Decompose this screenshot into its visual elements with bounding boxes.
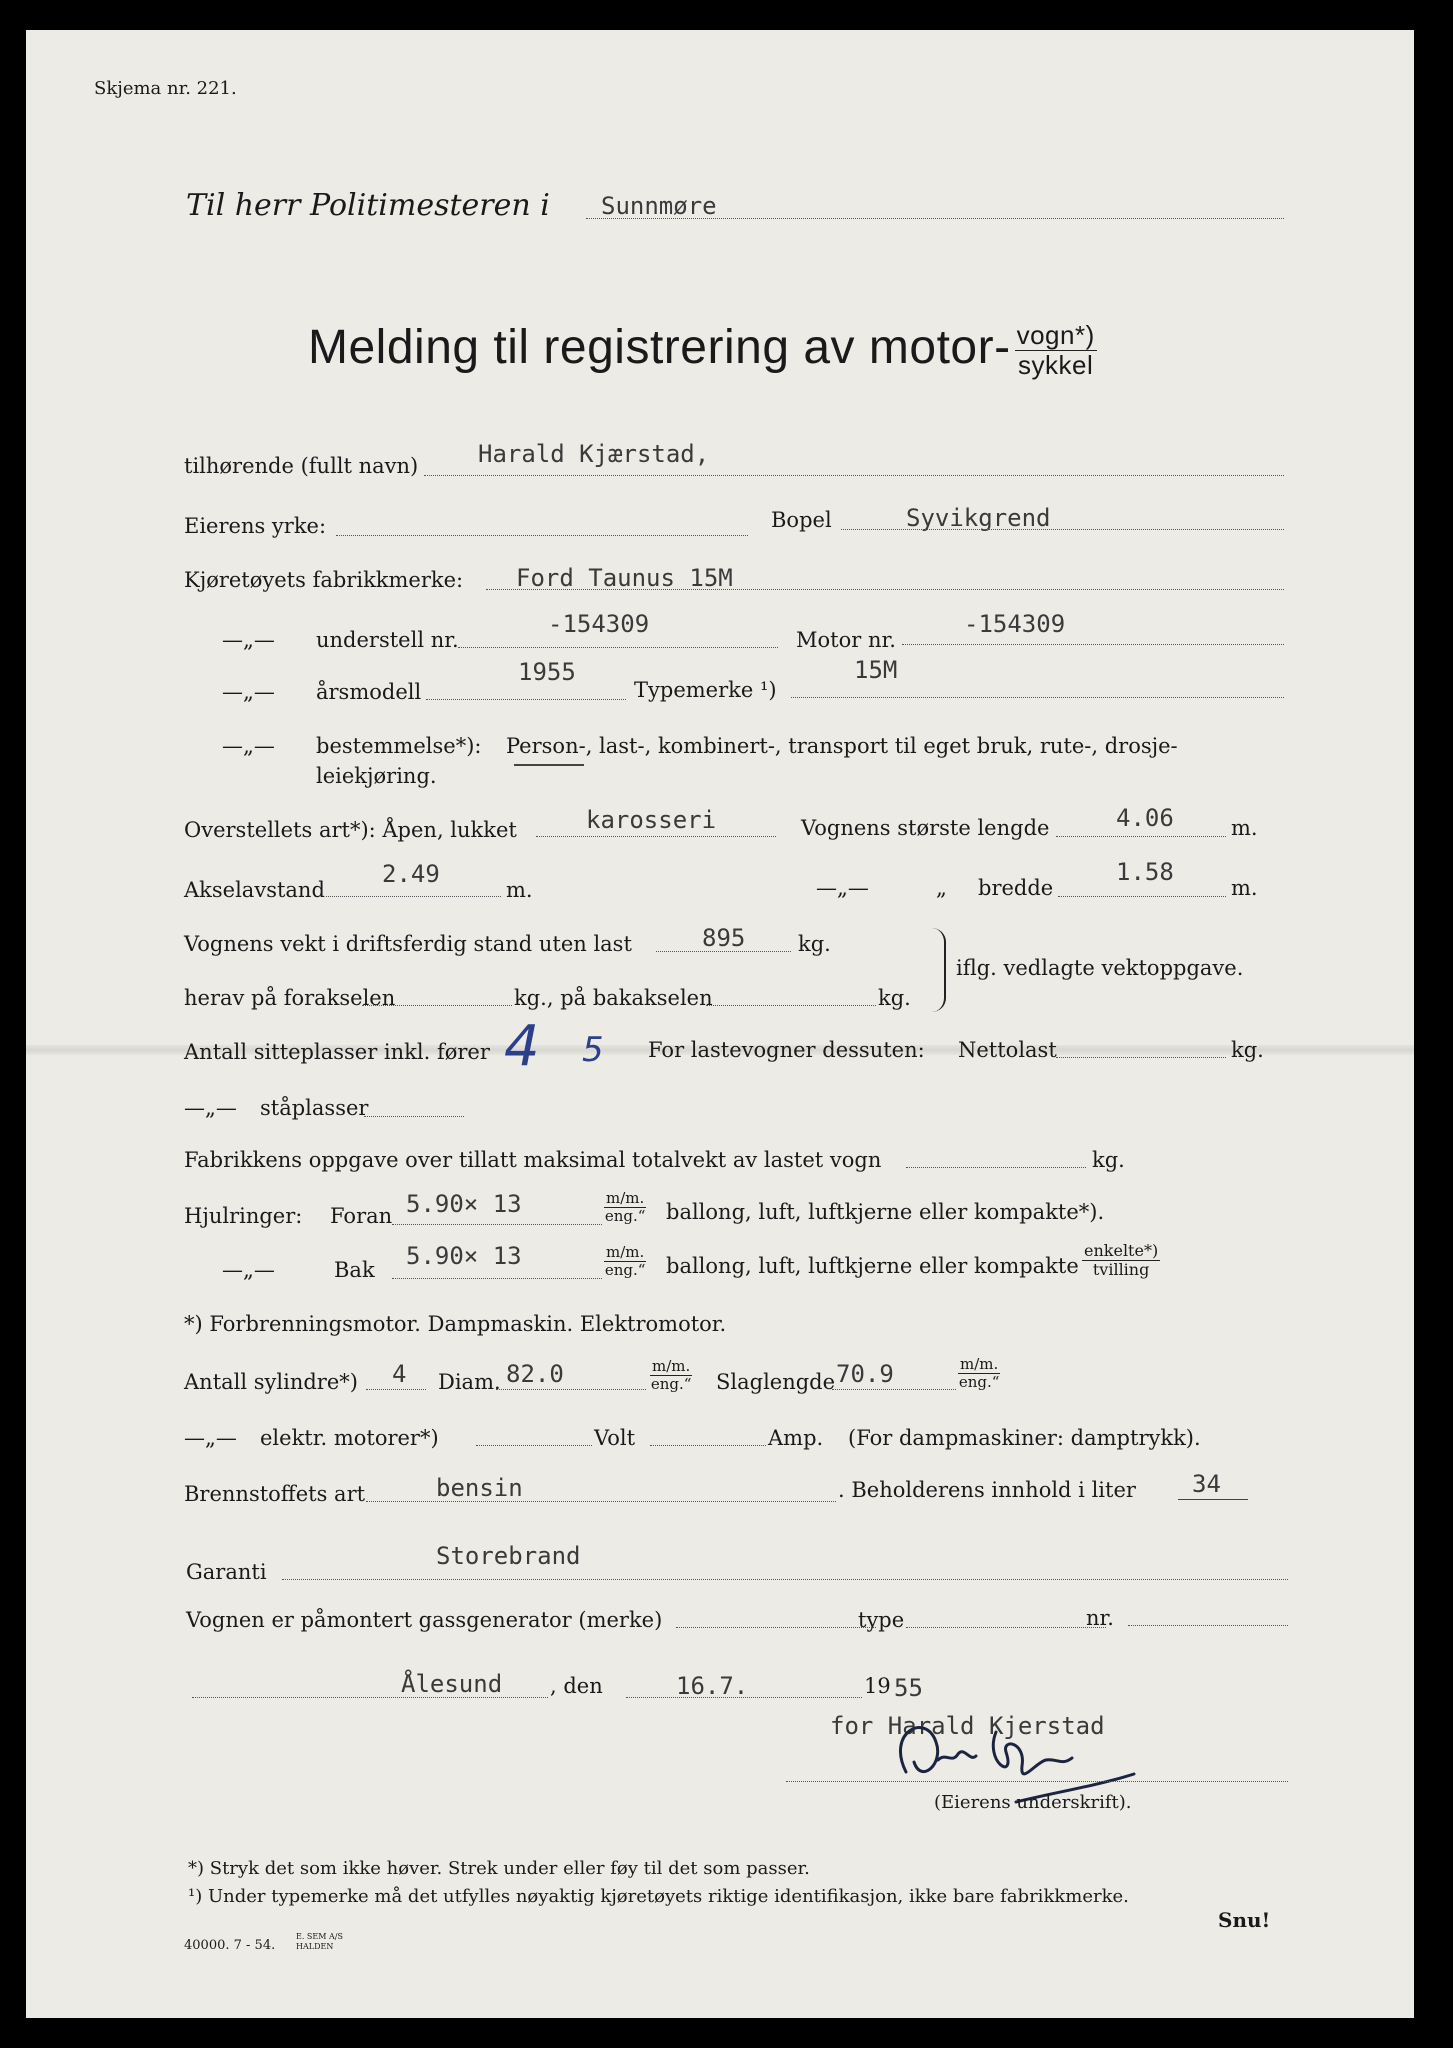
year-suffix: 55 — [894, 1674, 923, 1702]
tires-front-unit-eng: eng.“ — [604, 1206, 646, 1225]
weight-label: Vognens vekt i driftsferdig stand uten last — [184, 932, 632, 956]
schema-number: Skjema nr. 221. — [94, 78, 237, 99]
on-behalf-of: for Harald Kjerstad — [830, 1712, 1105, 1740]
bore-unit-mm: m/m. — [652, 1357, 691, 1375]
wheelbase-value: 2.49 — [382, 860, 440, 888]
max-weight-label: Fabrikkens oppgave over tillatt maksimal totalvekt av lastet vogn — [184, 1148, 882, 1172]
warranty-line — [282, 1579, 1288, 1580]
tires-front-line — [392, 1224, 602, 1225]
warranty-label: Garanti — [186, 1560, 267, 1584]
title-text: Melding til registrering av motor- — [308, 321, 1011, 374]
purpose-label: bestemmelse*): — [316, 734, 482, 758]
chassis-ditto: —„— — [222, 628, 275, 652]
fuel-value: bensin — [436, 1474, 523, 1502]
bore-unit-eng: eng.“ — [650, 1374, 692, 1393]
max-weight-unit: kg. — [1092, 1148, 1125, 1172]
max-weight-line — [906, 1167, 1086, 1168]
tires-front-label: Foran — [330, 1204, 393, 1228]
amp-label: Amp. — [768, 1426, 824, 1450]
tires-front-units — [604, 1190, 646, 1224]
cylinders-value: 4 — [392, 1360, 407, 1388]
standing-label: ståplasser — [260, 1096, 369, 1120]
tires-rear-label: Bak — [334, 1258, 375, 1282]
tank-line — [1178, 1499, 1248, 1500]
single-label: enkelte*) — [1084, 1241, 1159, 1260]
gas-type-label: type — [858, 1608, 905, 1632]
purpose-options: Person-, last-, kombinert-, transport til eget bruk, rute-, drosje- — [506, 734, 1178, 758]
body-label: Overstellets art*): Åpen, lukket — [184, 818, 517, 842]
form-title — [308, 320, 1097, 379]
electric-ditto: —„— — [184, 1426, 237, 1450]
fuel-line — [366, 1501, 836, 1502]
occupation-label: Eierens yrke: — [184, 514, 327, 538]
residence-value: Syvikgrend — [906, 504, 1051, 532]
seats-value: 4 — [504, 1014, 540, 1079]
rear-axle-unit: kg. — [878, 986, 911, 1010]
tires-rear-line — [392, 1278, 602, 1279]
turn-over: Snu! — [1218, 1908, 1271, 1932]
width-unit: m. — [1231, 876, 1258, 900]
purpose-ditto: —„— — [222, 734, 275, 758]
motor-value: -154309 — [964, 610, 1066, 638]
front-axle-label: herav på forakselen — [184, 986, 396, 1010]
recipient-line — [586, 218, 1284, 219]
footnote-1: *) Stryk det som ikke høver. Strek under eller føy til det som passer. — [188, 1858, 810, 1879]
motor-line — [902, 644, 1284, 645]
type-label: Typemerke ¹) — [634, 678, 777, 702]
tires-label: Hjulringer: — [184, 1204, 303, 1228]
bore-line — [496, 1389, 646, 1390]
tank-value: 34 — [1192, 1470, 1221, 1498]
make-label: Kjøretøyets fabrikkmerke: — [184, 568, 464, 592]
year-label: årsmodell — [316, 680, 422, 704]
length-value: 4.06 — [1116, 804, 1174, 832]
year-prefix: 19 — [864, 1674, 891, 1698]
twin-label: tvilling — [1092, 1259, 1150, 1279]
gas-nr-label: nr. — [1086, 1606, 1114, 1630]
place-value: Ålesund — [401, 1670, 503, 1698]
owner-name-label: tilhørende (fullt navn) — [184, 454, 419, 478]
electric-label: elektr. motorer*) — [260, 1426, 439, 1450]
length-line — [1056, 836, 1226, 837]
date-line — [626, 1697, 862, 1698]
seats-label: Antall sitteplasser inkl. fører — [184, 1040, 490, 1064]
engine-types: *) Forbrenningsmotor. Dampmaskin. Elektromotor. — [184, 1312, 727, 1336]
date-value: 16.7. — [676, 1672, 749, 1700]
weight-unit: kg. — [798, 932, 831, 956]
wheelbase-line — [326, 896, 501, 897]
stroke-line — [832, 1389, 956, 1390]
title-frac-top: vogn*) — [1016, 320, 1095, 351]
tires-rear-value: 5.90× 13 — [406, 1242, 522, 1270]
stroke-unit-mm: m/m. — [960, 1355, 999, 1373]
type-value: 15M — [854, 656, 898, 684]
steam-label: (For dampmaskiner: damptrykk). — [848, 1426, 1201, 1450]
standing-ditto: —„— — [184, 1096, 237, 1120]
tires-rear-units — [604, 1244, 646, 1278]
occupation-line — [336, 535, 748, 536]
stroke-unit-eng: eng.“ — [958, 1372, 1000, 1391]
net-load-line — [1056, 1057, 1226, 1058]
rear-axle-label: kg., på bakakselen — [514, 986, 713, 1010]
title-fraction — [1015, 321, 1097, 379]
weight-value: 895 — [702, 924, 746, 952]
body-line — [536, 836, 776, 837]
tires-front-unit-mm: m/m. — [606, 1189, 645, 1207]
purpose-options-2: leiekjøring. — [316, 764, 437, 788]
form-page — [26, 30, 1414, 2018]
standing-line — [364, 1116, 464, 1117]
weight-line — [656, 951, 791, 952]
printer-info — [296, 1932, 343, 1952]
width-value: 1.58 — [1116, 858, 1174, 886]
place-line — [192, 1697, 548, 1698]
rear-axle-line — [706, 1005, 876, 1006]
chassis-value: -154309 — [548, 610, 650, 638]
make-line — [486, 589, 1284, 590]
cylinders-line — [366, 1389, 426, 1390]
seats-value-alt: 5 — [582, 1030, 604, 1070]
gas-make-line — [676, 1627, 876, 1628]
type-line — [791, 697, 1284, 698]
net-load-unit: kg. — [1231, 1038, 1264, 1062]
cylinders-label: Antall sylindre*) — [184, 1370, 358, 1394]
title-frac-bottom: sykkel — [1018, 349, 1094, 380]
length-label: Vognens største lengde — [801, 816, 1050, 840]
cargo-label: For lastevogner dessuten: — [648, 1038, 925, 1062]
purpose-underline — [514, 764, 584, 766]
stroke-units — [958, 1356, 1000, 1390]
volt-label: Volt — [594, 1426, 636, 1450]
motor-label: Motor nr. — [796, 628, 896, 652]
gas-type-line — [906, 1627, 1106, 1628]
year-ditto: —„— — [222, 680, 275, 704]
recipient-value: Sunnmøre — [601, 192, 717, 220]
tires-rear-ditto: —„— — [222, 1258, 275, 1282]
weight-note: iflg. vedlagte vektoppgave. — [956, 956, 1244, 980]
electric-line — [476, 1445, 592, 1446]
front-axle-line — [362, 1005, 512, 1006]
stroke-value: 70.9 — [836, 1360, 894, 1388]
recipient-label: Til herr Politimesteren i — [186, 188, 550, 223]
residence-line — [841, 529, 1284, 530]
width-line — [1058, 896, 1226, 897]
wheelbase-unit: m. — [506, 878, 533, 902]
body-value: karosseri — [586, 806, 717, 834]
printer-name: E. SEM A/S — [296, 1932, 343, 1941]
fuel-label: Brennstoffets art — [184, 1482, 366, 1506]
print-info: 40000. 7 - 54. — [184, 1938, 276, 1953]
width-label: bredde — [978, 876, 1054, 900]
date-label: , den — [550, 1674, 603, 1698]
year-value: 1955 — [518, 658, 576, 686]
weight-bracket — [932, 928, 946, 1012]
width-quote: „ — [936, 876, 947, 900]
chassis-line — [458, 647, 778, 648]
tires-rear-single-twin — [1082, 1242, 1160, 1278]
gas-label: Vognen er påmontert gassgenerator (merke) — [186, 1608, 663, 1632]
tires-front-value: 5.90× 13 — [406, 1190, 522, 1218]
net-load-label: Nettolast — [958, 1038, 1057, 1062]
gas-nr-line — [1128, 1625, 1288, 1626]
volt-line — [650, 1445, 766, 1446]
width-ditto: —„— — [816, 876, 869, 900]
tank-label: . Beholderens innhold i liter — [838, 1478, 1136, 1502]
residence-label: Bopel — [771, 508, 832, 532]
footnote-2: ¹) Under typemerke må det utfylles nøyaktig kjøretøyets riktige identifikasjon, ikke bare fabrikkmerke. — [188, 1886, 1129, 1907]
chassis-label: understell nr. — [316, 628, 459, 652]
warranty-value: Storebrand — [436, 1542, 581, 1570]
tires-rear-unit-mm: m/m. — [606, 1243, 645, 1261]
tires-rear-type: ballong, luft, luftkjerne eller kompakte — [666, 1254, 1079, 1278]
owner-name-value: Harald Kjærstad, — [478, 440, 710, 468]
bore-label: Diam. — [438, 1370, 501, 1394]
length-unit: m. — [1231, 816, 1258, 840]
tires-rear-unit-eng: eng.“ — [604, 1260, 646, 1279]
bore-value: 82.0 — [506, 1360, 564, 1388]
year-line — [426, 699, 626, 700]
signature-line — [786, 1781, 1288, 1782]
make-value: Ford Taunus 15M — [516, 564, 733, 592]
wheelbase-label: Akselavstand — [184, 878, 325, 902]
bore-units — [650, 1358, 692, 1392]
signature-caption: (Eierens underskrift). — [934, 1792, 1132, 1813]
owner-name-line — [424, 475, 1284, 476]
stroke-label: Slaglengde — [716, 1370, 836, 1394]
tires-front-type: ballong, luft, luftkjerne eller kompakte*). — [666, 1200, 1105, 1224]
printer-city: HALDEN — [296, 1942, 334, 1951]
